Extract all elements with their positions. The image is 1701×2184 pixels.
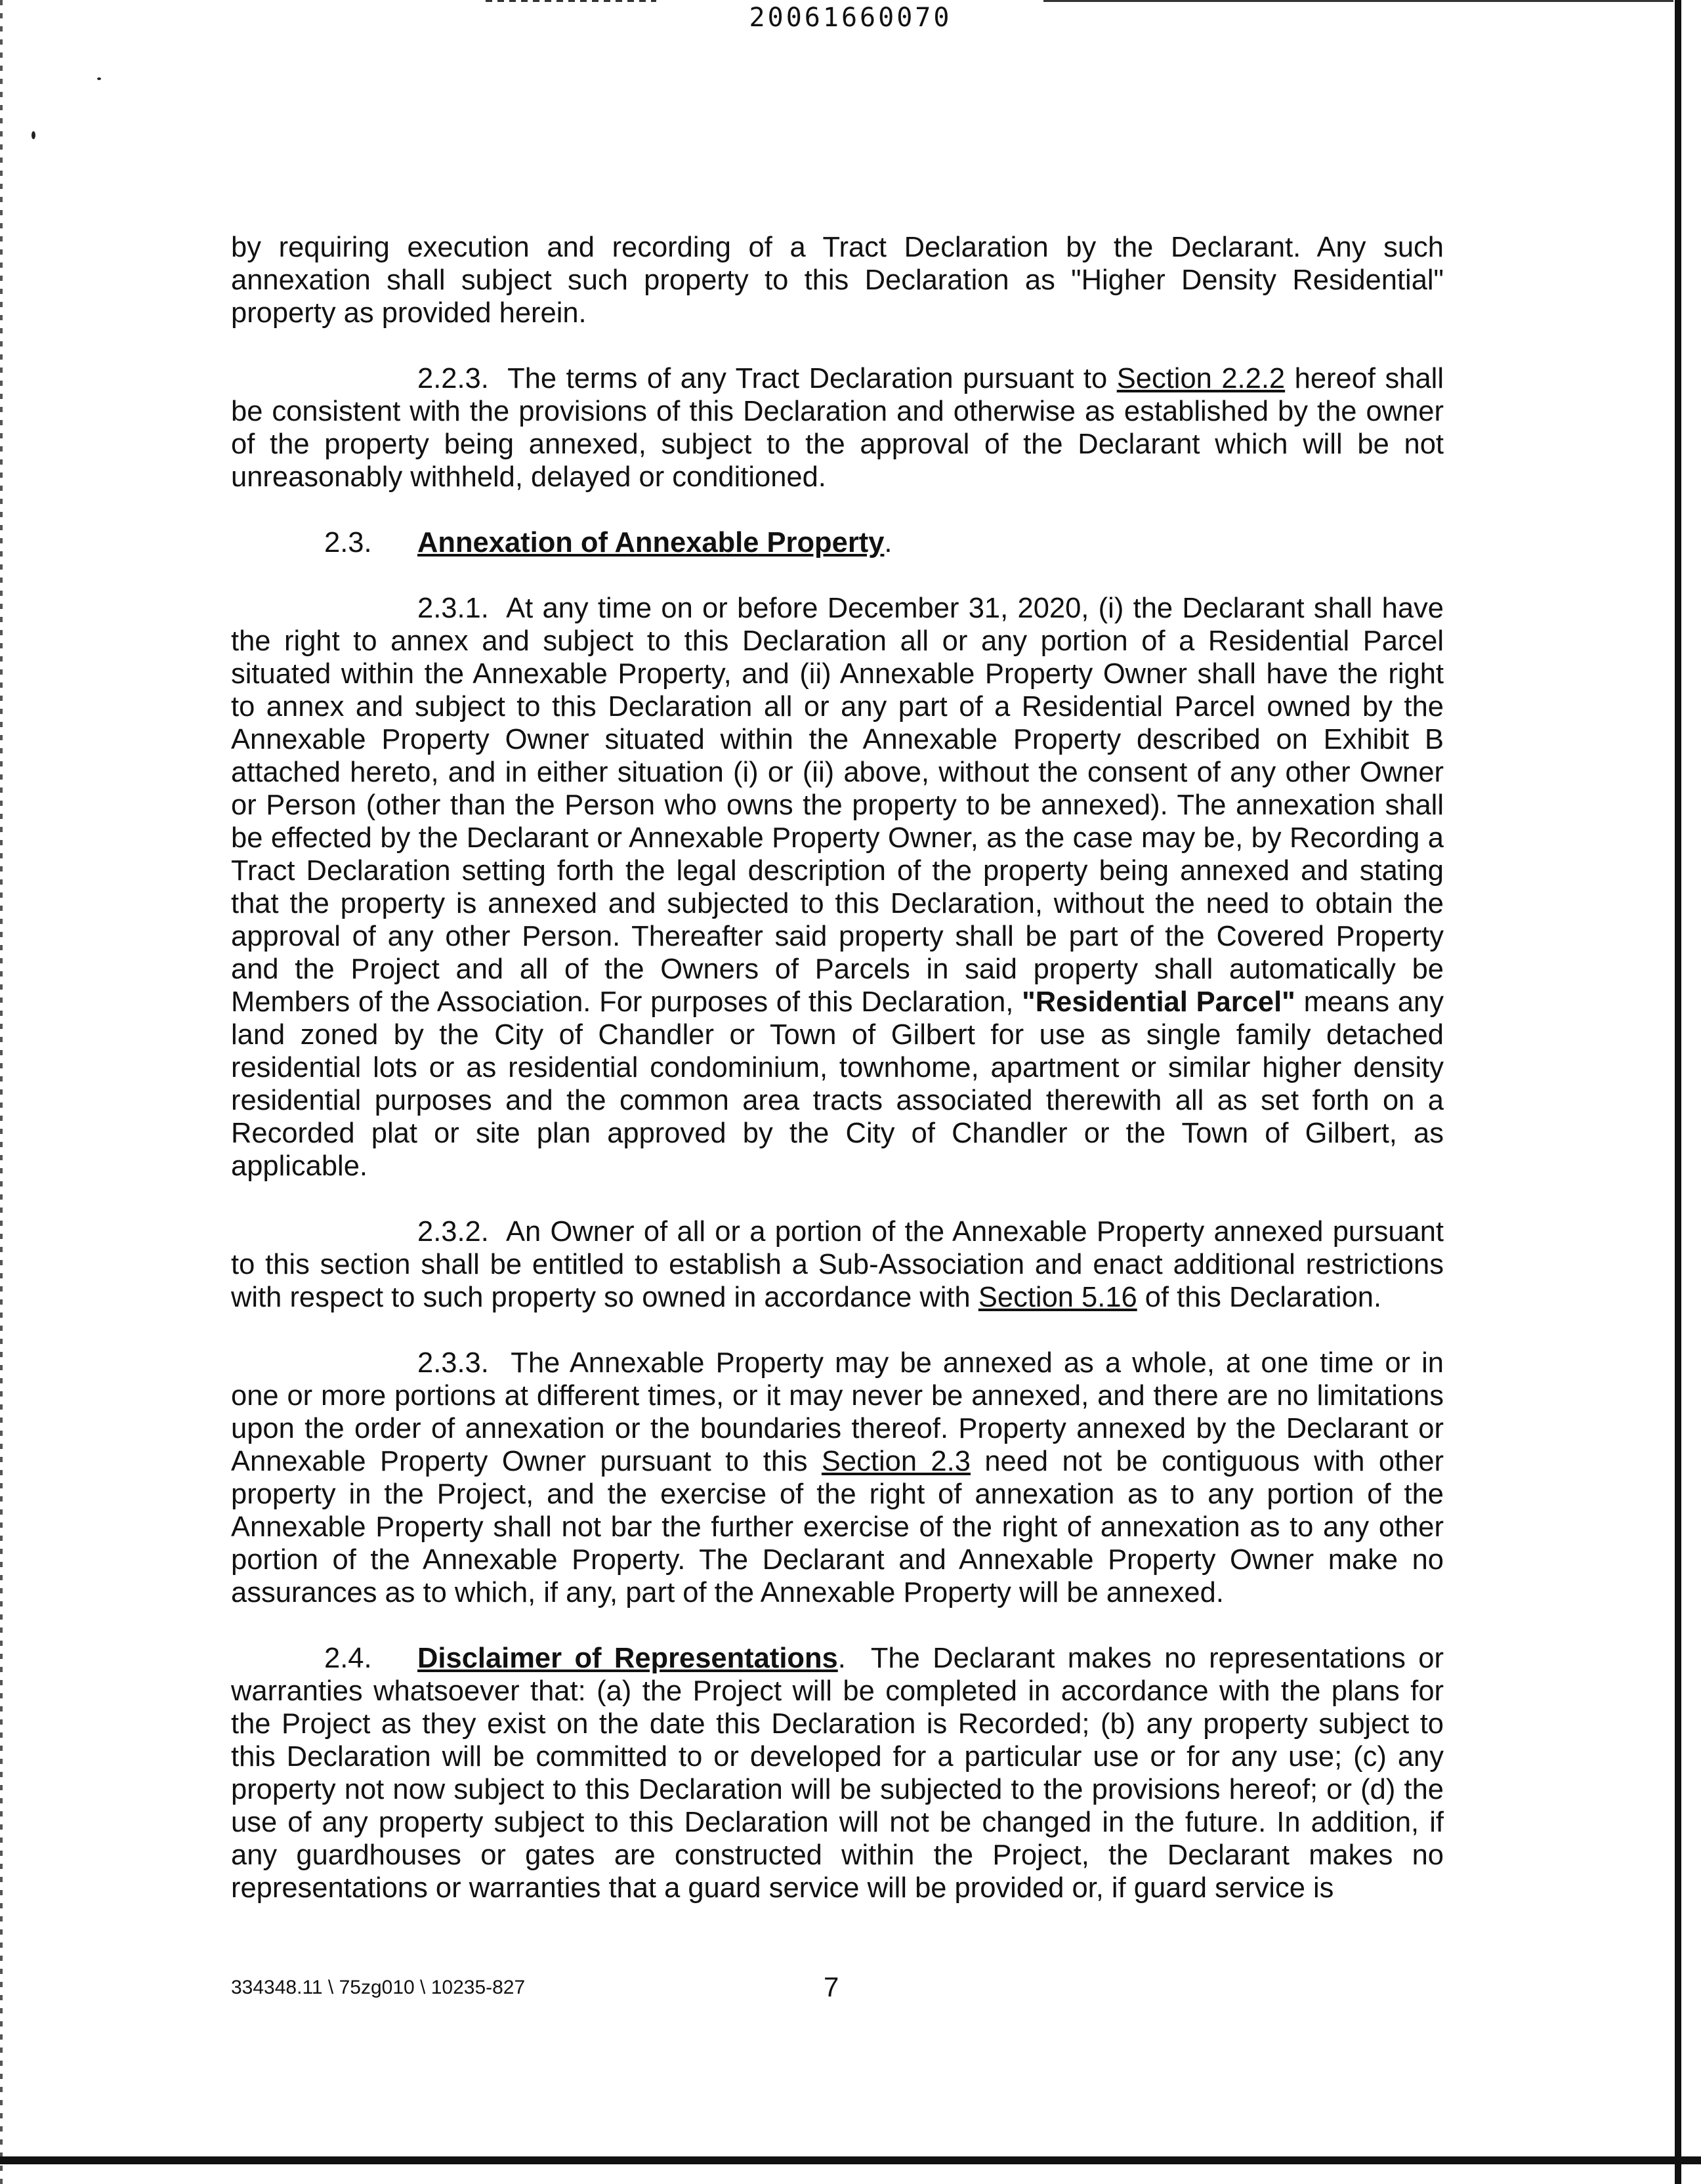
section-reference: Section 5.16 [978, 1282, 1137, 1313]
paragraph-2-3-1 [231, 592, 1444, 1183]
section-2-4: 2.4. Disclaimer of Representations. The Declarant makes no representations or warranties whatsoever that: (a) the Project will be completed in accordance with the plans for the Project as they exist on the date this Declaration is Recorded; (b) any property subject to this Declaration will be committed to or developed for a particular use or for any use; (c) any property not now subject to this Declaration will be subjected to the provisions hereof; or (d) the use of any property subject to this Declaration will not be changed in the future. In addition, if any guardhouses or gates are constructed within the Project, the Declarant makes no representations or warranties that a guard service will be provided or, if guard service is [231, 1643, 1444, 1904]
paragraph-text: The Annexable Property may be annexed as a whole, at one time or in one or more portions at different times, or it may never be annexed, and there are no limitations upon the order of annexation or the boundaries thereof. Property annexed by the Declarant or Annexable Property Owner pursuant to this [231, 1347, 1444, 1477]
page-number: 7 [824, 1971, 839, 2002]
paragraph-text: hereof shall be consistent with the provisions of this Declaration and otherwise as established by the owner of the property being annexed, subject to the approval of the Declarant which will be not unreasonably withheld, delayed or conditioned. [231, 363, 1444, 493]
scan-edge-top [1043, 0, 1673, 2]
paragraph-continuation [231, 231, 1444, 329]
section-number: 2.4. [324, 1643, 372, 1674]
defined-term: "Residential Parcel" [1022, 986, 1295, 1018]
paragraph-number: 2.3.2. [417, 1216, 489, 1248]
document-number: 20061660070 [749, 3, 952, 33]
paragraph-text: need not be contiguous with other property in the Project, and the exercise of the right of annexation as to any portion of the Annexable Property shall not bar the further exercise of the right of annexation as to any other portion of the Annexable Property. The Declarant and Annexable Property Owner make no assurances as to which, if any, part of the Annexable Property will be annexed. [231, 1446, 1444, 1608]
paragraph-2-3-3 [231, 1347, 1444, 1609]
section-title: Annexation of Annexable Property [417, 527, 885, 558]
scan-edge-bottom [0, 2156, 1701, 2164]
paragraph-text: The terms of any Tract Declaration pursuant to [507, 363, 1108, 394]
document-body [231, 231, 1444, 1937]
section-reference: Section 2.3 [821, 1446, 971, 1477]
section-title: Disclaimer of Representations [417, 1643, 838, 1674]
paragraph-number: 2.3.1. [417, 593, 489, 624]
paragraph-text: of this Declaration. [1144, 1282, 1382, 1313]
paragraph-number: 2.3.3. [417, 1347, 489, 1379]
section-heading-2-3: 2.3. Annexation of Annexable Property. [324, 527, 892, 558]
section-number: 2.3. [324, 527, 372, 558]
scan-speck [97, 77, 101, 80]
paragraph-text: The Declarant makes no representations or warranties whatsoever that: (a) the Project will be completed in accordance with the plans for the Project as they exist on the date this Declaration is Recorded; (b) any property subject to this Declaration will be committed to or developed for a particular use or for any use; (c) any property not now subject to this Declaration will be subjected to the provisions hereof; or (d) the use of any property subject to this Declaration will not be changed in the future. In addition, if any guardhouses or gates are constructed within the Project, the Declarant makes no representations or warranties that a guard service will be provided or, if guard service is [231, 1643, 1444, 1904]
paragraph-number: 2.2.3. [417, 363, 489, 394]
scan-edge-left [0, 0, 3, 2184]
scan-edge-top-left [486, 0, 656, 2]
scan-speck [32, 131, 35, 139]
scan-edge-right [1675, 0, 1681, 2184]
paragraph-text: An Owner of all or a portion of the Annexable Property annexed pursuant to this section shall be entitled to establish a Sub-Association and enact additional restrictions with respect to such property so owned in accordance with [231, 1216, 1444, 1313]
footer-document-reference: 334348.11 \ 75zg010 \ 10235-827 [231, 1977, 526, 1998]
paragraph-text: At any time on or before December 31, 2020, (i) the Declarant shall have the right to annex and subject to this Declaration all or any portion of a Residential Parcel situated within the Annexable Property, and (ii) Annexable Property Owner shall have the right to annex and subject to this Declaration all or any part of a Residential Parcel owned by the Annexable Property Owner situated within the Annexable Property described on Exhibit B attached hereto, and in either situation (i) or (ii) above, without the consent of any other Owner or Person (other than the Person who owns the property to be annexed). The annexation shall be effected by the Declarant or Annexable Property Owner, as the case may be, by Recording a Tract Declaration setting forth the legal description of the property being annexed and stating that the property is annexed and subjected to this Declaration, without the need to obtain the approval of any other Person. Thereafter said property shall be part of the Covered Property and the Project and all of the Owners of Parcels in said property shall automatically be Members of the Association. For purposes of this Declaration, [231, 593, 1444, 1018]
paragraph-2-2-3 [231, 362, 1444, 494]
paragraph-text: means any land zoned by the City of Chandler or Town of Gilbert for use as single family detached residential lots or as residential condominium, townhome, apartment or similar higher density residential purposes and the common area tracts associated therewith all as set forth on a Recorded plat or site plan approved by the City of Chandler or the Town of Gilbert, as applicable. [231, 986, 1444, 1182]
paragraph-text: by requiring execution and recording of a Tract Declaration by the Declarant. Any such annexation shall subject such property to this Declaration as "Higher Density Residential" property as provided herein. [231, 232, 1444, 329]
section-reference: Section 2.2.2 [1116, 363, 1286, 394]
paragraph-2-3-2 [231, 1215, 1444, 1314]
